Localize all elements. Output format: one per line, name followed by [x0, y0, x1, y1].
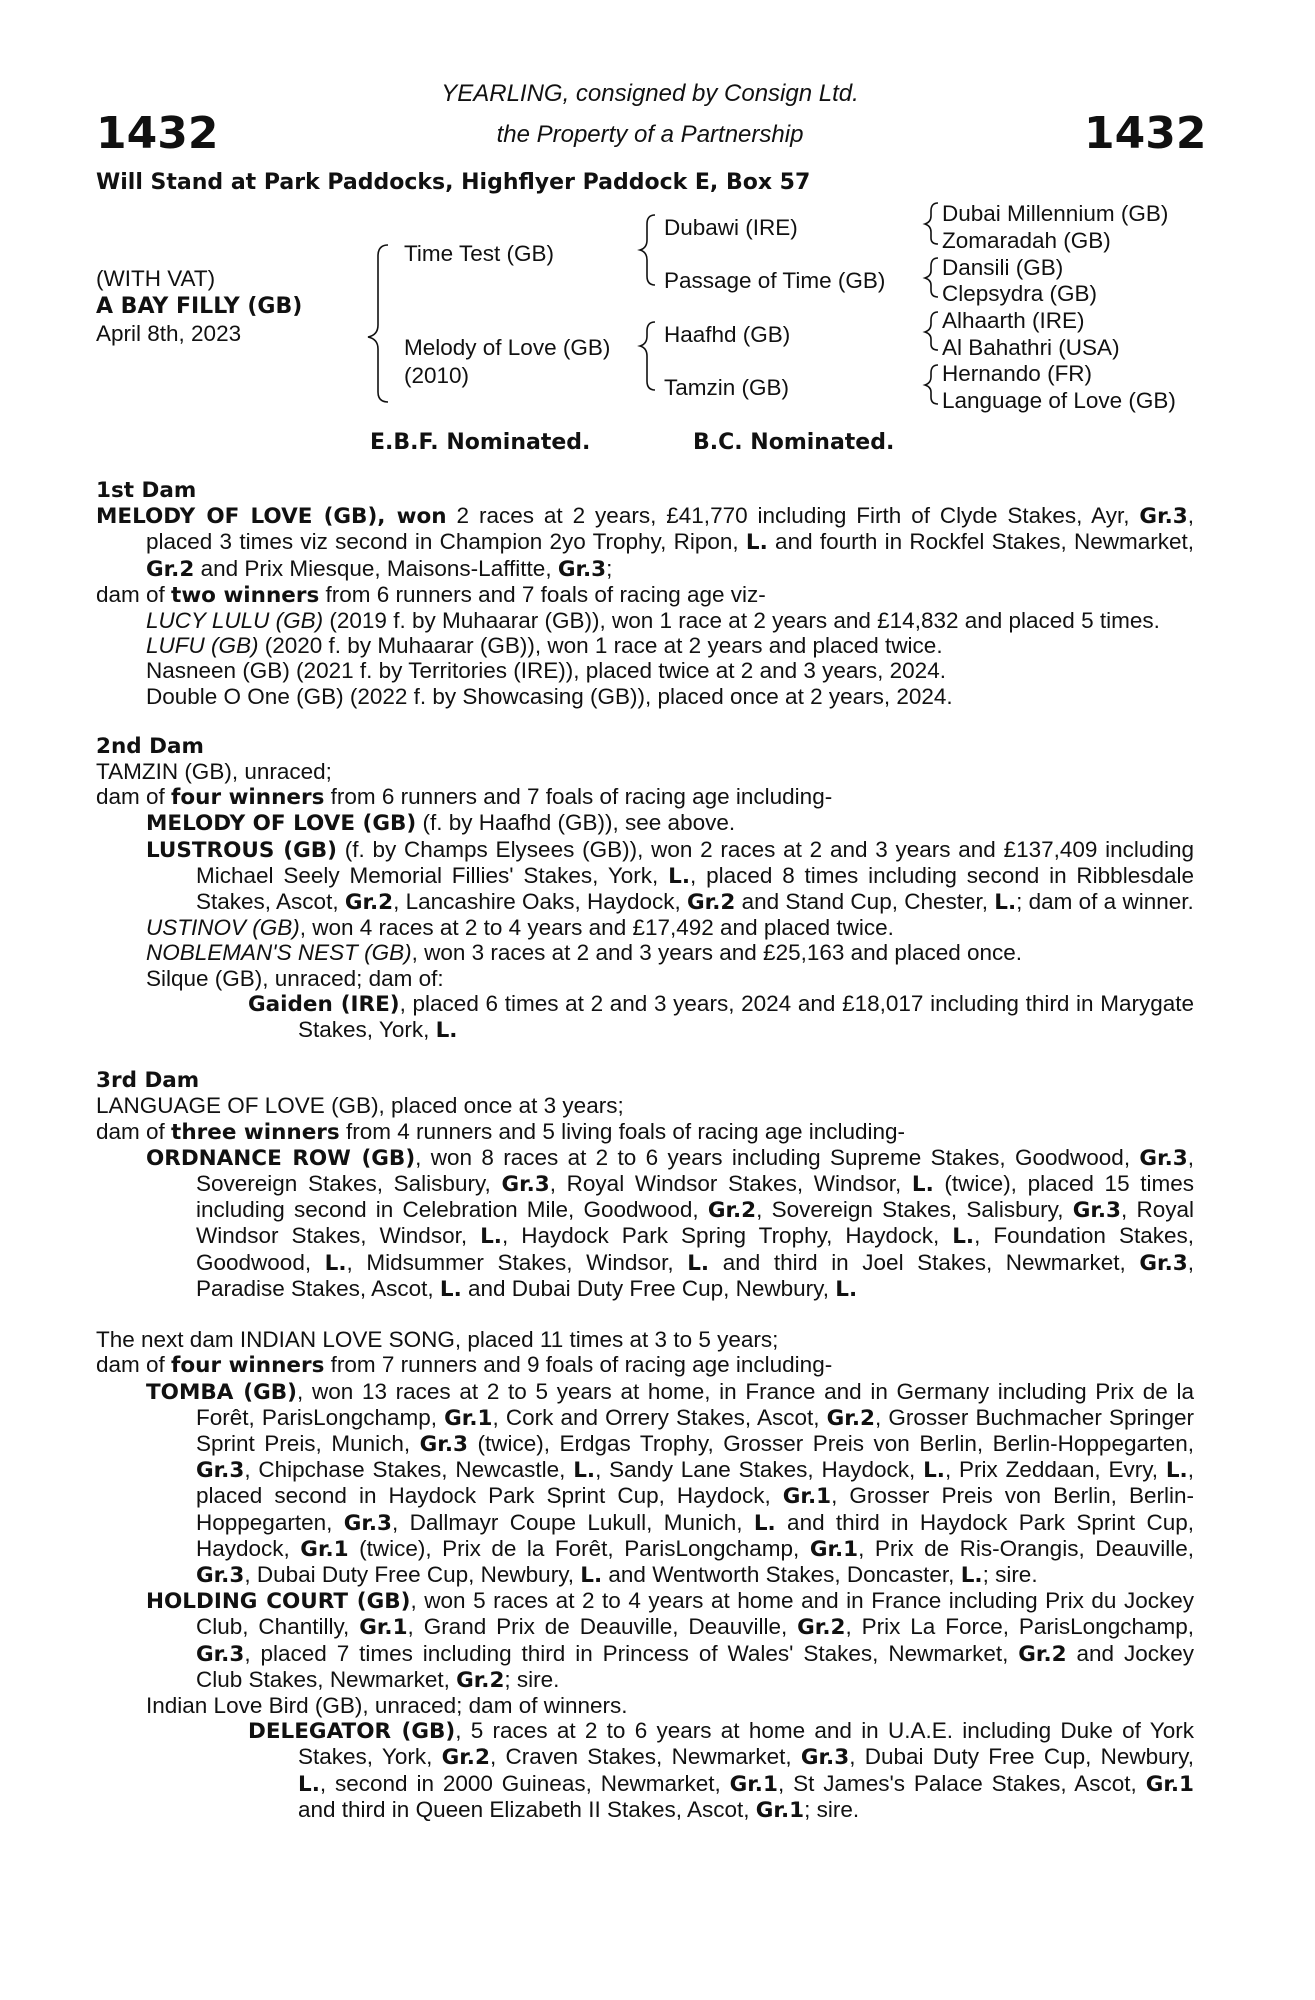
- sd-dam: Clepsydra (GB): [942, 281, 1098, 306]
- foaling-date: April 8th, 2023: [96, 321, 242, 346]
- brace-gen2-dam: [640, 322, 655, 390]
- brace-gen3-d: [925, 365, 938, 404]
- produce-double-o-one: Double O One (GB) (2022 f. by Showcasing (GB)), placed once at 2 years, 2024.: [146, 683, 953, 709]
- produce-nasneen: Nasneen (GB) (2021 f. by Territories (IRE)), placed twice at 2 and 3 years, 2024.: [146, 658, 946, 684]
- lot-number-right: 1432: [1084, 108, 1207, 159]
- dd-dam: Language of Love (GB): [942, 388, 1176, 413]
- first-dam-record: MELODY OF LOVE (GB), won 2 races at 2 years, £41,770 including Firth of Clyde Stakes, Ayr, Gr.3, placed 3 times viz second in Champion 2yo Trophy, Ripon, L. and fourth in Rockfel Stakes, Newmarket, Gr.2 and Prix Miesque, Maisons-Laffitte, Gr.3;: [96, 503, 1194, 582]
- produce-delegator: DELEGATOR (GB), 5 races at 2 to 6 years at home and in U.A.E. including Duke of York Stakes, York, Gr.2, Craven Stakes, Newmarket, Gr.3, Dubai Duty Free Cup, Newbury, L., second in 2000 Guineas, Newmarket, Gr.1, St James's Palace Stakes, Ascot, Gr.1 and third in Queen Elizabeth II Stakes, Ascot, Gr.1; sire.: [248, 1718, 1194, 1823]
- produce-noblemans-nest: NOBLEMAN'S NEST (GB), won 3 races at 2 and 3 years and £25,163 and placed once.: [146, 940, 1023, 966]
- produce-silque: Silque (GB), unraced; dam of:: [146, 965, 444, 991]
- brace-gen3-b: [925, 258, 938, 297]
- produce-melody-of-love: MELODY OF LOVE (GB) (f. by Haafhd (GB)), see above.: [146, 810, 736, 837]
- sd-sire: Dansili (GB): [942, 255, 1064, 280]
- brace-gen3-a: [925, 203, 938, 244]
- ss-dam: Zomaradah (GB): [942, 228, 1111, 253]
- brace-gen3-c: [925, 312, 938, 350]
- produce-tomba: TOMBA (GB), won 13 races at 2 to 5 years at home, in France and in Germany including Prix de la Forêt, ParisLongchamp, Gr.1, Cork and Orrery Stakes, Ascot, Gr.2, Grosser Buchmacher Springer Sprint Preis, Munich, Gr.3 (twice), Erdgas Trophy, Grosser Preis von Berlin, Berlin-Hoppegarten, Gr.3, Chipchase Stakes, Newcastle, L., Sandy Lane Stakes, Haydock, L., Prix Zeddaan, Evry, L., placed second in Haydock Park Sprint Cup, Haydock, Gr.1, Grosser Preis von Berlin, Berlin-Hoppegarten, Gr.3, Dallmayr Coupe Lukull, Munich, L. and third in Haydock Park Sprint Cup, Haydock, Gr.1 (twice), Prix de la Forêt, ParisLongchamp, Gr.1, Prix de Ris-Orangis, Deauville, Gr.3, Dubai Duty Free Cup, Newbury, L. and Wentworth Stakes, Doncaster, L.; sire.: [146, 1378, 1195, 1588]
- vat-note: (WITH VAT): [96, 266, 216, 291]
- produce-record: [96, 478, 1194, 1823]
- produce-gaiden: Gaiden (IRE), placed 6 times at 2 and 3 years, 2024 and £18,017 including third in Marygate Stakes, York, L.: [248, 990, 1194, 1044]
- bc-nomination: B.C. Nominated.: [693, 430, 895, 455]
- produce-ordnance-row: ORDNANCE ROW (GB), won 8 races at 2 to 6 years including Supreme Stakes, Goodwood, Gr.3, Sovereign Stakes, Salisbury, Gr.3, Royal Windsor Stakes, Windsor, L. (twice), placed 15 times including second in Celebration Mile, Goodwood, Gr.2, Sovereign Stakes, Salisbury, Gr.3, Royal Windsor Stakes, Windsor, L., Haydock Park Spring Trophy, Haydock, L., Foundation Stakes, Goodwood, L., Midsummer Stakes, Windsor, L. and third in Joel Stakes, Newmarket, Gr.3, Paradise Stakes, Ascot, L. and Dubai Duty Free Cup, Newbury, L.: [146, 1144, 1195, 1302]
- second-dam-name: TAMZIN (GB), unraced;: [96, 759, 332, 785]
- produce-lufu: LUFU (GB) (2020 f. by Muhaarar (GB)), won 1 race at 2 years and placed twice.: [146, 633, 943, 659]
- ds-sire: Alhaarth (IRE): [942, 308, 1085, 333]
- lot-number-left: 1432: [96, 108, 219, 159]
- property-line: the Property of a Partnership: [496, 121, 804, 148]
- dam-dam: Tamzin (GB): [664, 375, 790, 400]
- stand-location: Will Stand at Park Paddocks, Highflyer Paddock E, Box 57: [96, 170, 811, 195]
- ebf-nomination: E.B.F. Nominated.: [370, 430, 591, 455]
- brace-gen2-sire: [640, 215, 655, 285]
- next-dam-summary: dam of four winners from 7 runners and 9 foals of racing age including-: [96, 1352, 833, 1379]
- third-dam-name: LANGUAGE OF LOVE (GB), placed once at 3 years;: [96, 1093, 624, 1119]
- ds-dam: Al Bahathri (USA): [942, 335, 1120, 360]
- second-dam-heading: 2nd Dam: [96, 733, 204, 759]
- dd-sire: Hernando (FR): [942, 361, 1093, 386]
- first-dam-heading: 1st Dam: [96, 478, 197, 503]
- brace-gen1: [368, 245, 388, 402]
- horse-name: A BAY FILLY (GB): [96, 294, 303, 319]
- produce-indian-love-bird: Indian Love Bird (GB), unraced; dam of winners.: [146, 1692, 628, 1718]
- produce-holding-court: HOLDING COURT (GB), won 5 races at 2 to 4 years at home and in France including Prix du Jockey Club, Chantilly, Gr.1, Grand Prix de Deauville, Deauville, Gr.2, Prix La Force, ParisLongchamp, Gr.3, placed 7 times including third in Princess of Wales' Stakes, Newmarket, Gr.2 and Jockey Club Stakes, Newmarket, Gr.2; sire.: [146, 1588, 1194, 1693]
- dam-name: MELODY OF LOVE (GB), won: [96, 504, 447, 530]
- produce-ustinov: USTINOV (GB), won 4 races at 2 to 4 years and £17,492 and placed twice.: [146, 915, 894, 941]
- dam-year: (2010): [404, 363, 470, 388]
- produce-lustrous: LUSTROUS (GB) (f. by Champs Elysees (GB)), won 2 races at 2 and 3 years and £137,409 including Michael Seely Memorial Fillies' Stakes, York, L., placed 8 times including second in Ribblesdale Stakes, Ascot, Gr.2, Lancashire Oaks, Haydock, Gr.2 and Stand Cup, Chester, L.; dam of a winner.: [146, 836, 1194, 916]
- third-dam-summary: dam of three winners from 4 runners and 5 living foals of racing age including-: [96, 1118, 906, 1145]
- sire: Time Test (GB): [404, 241, 555, 266]
- dam: Melody of Love (GB): [404, 335, 611, 360]
- sire-dam: Passage of Time (GB): [664, 268, 886, 293]
- consignor-line: YEARLING, consigned by Consign Ltd.: [441, 80, 859, 107]
- second-dam-summary: dam of four winners from 6 runners and 7 foals of racing age including-: [96, 784, 833, 811]
- next-dam-name: The next dam INDIAN LOVE SONG, placed 11 times at 3 to 5 years;: [96, 1327, 779, 1353]
- first-dam-summary: dam of two winners from 6 runners and 7 foals of racing age viz-: [96, 581, 766, 608]
- third-dam-heading: 3rd Dam: [96, 1068, 200, 1094]
- dam-sire: Haafhd (GB): [664, 322, 791, 347]
- sire-sire: Dubawi (IRE): [664, 215, 798, 240]
- ss-sire: Dubai Millennium (GB): [942, 201, 1169, 226]
- produce-lucy-lulu: LUCY LULU (GB) (2019 f. by Muhaarar (GB)), won 1 race at 2 years and £14,832 and placed 5 times.: [146, 608, 1160, 634]
